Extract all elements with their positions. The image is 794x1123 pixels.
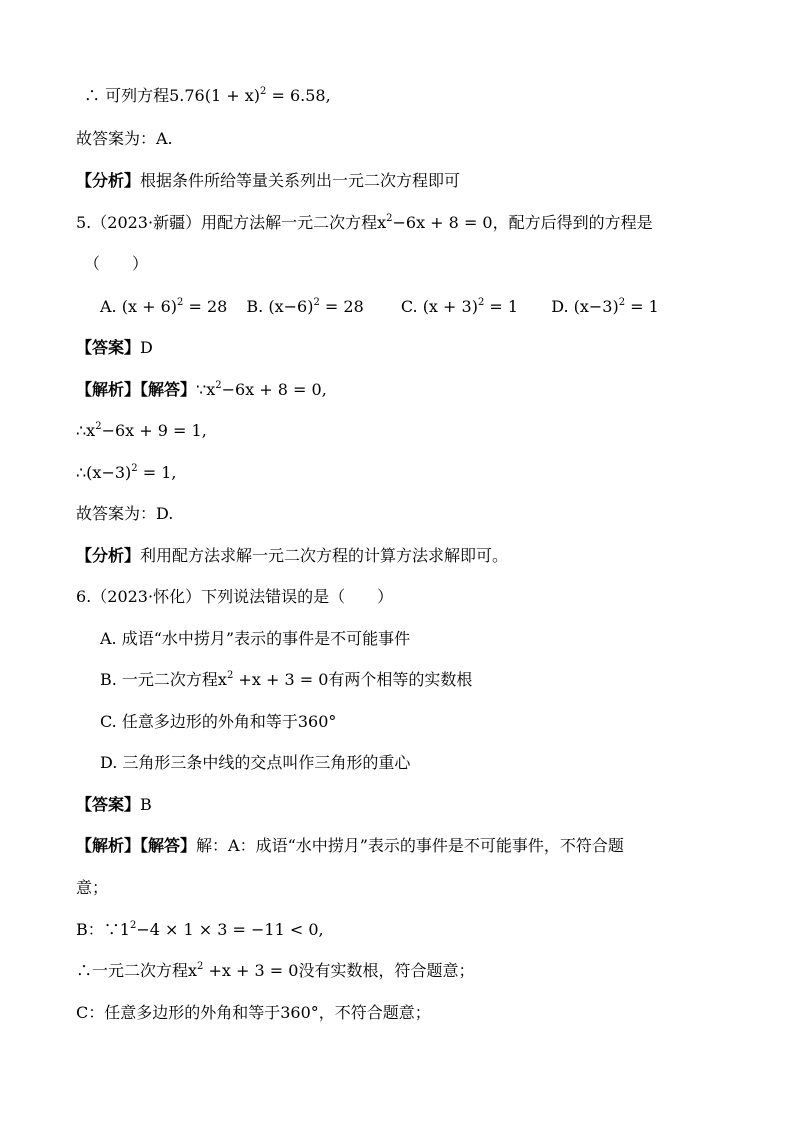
- question-6-solution-1-cont: 意；: [76, 878, 109, 897]
- question-5-tail: −6x + 8 = 0，配方后得到的方程是: [392, 213, 653, 232]
- answer-line: 故答案为：A.: [76, 129, 173, 148]
- solution-tag: 【解析】【解答】: [76, 836, 197, 855]
- answer-value: D: [140, 338, 153, 357]
- option-c-text: C. (x + 3): [400, 297, 478, 316]
- exponent: 2: [177, 297, 184, 308]
- exponent: 2: [215, 380, 222, 391]
- option-d: [551, 291, 659, 323]
- option-d-tail: = 1: [625, 297, 659, 316]
- question-6-solution-c: C：任意多边形的外角和等于360°，不符合题意；: [76, 1003, 431, 1022]
- exponent: 2: [477, 297, 485, 308]
- question-6-option-a: A. 成语“水中捞月”表示的事件是不可能事件: [100, 629, 411, 648]
- question-6-option-c: C. 任意多边形的外角和等于360°: [100, 712, 337, 731]
- question-6-solution-b: [76, 914, 324, 946]
- question-5-paren: （ ）: [84, 254, 149, 273]
- exponent: 2: [226, 670, 234, 681]
- option-b: [246, 291, 363, 323]
- option-d-text: D. (x−3): [551, 297, 619, 316]
- analysis-text: 根据条件所给等量关系列出一元二次方程即可: [140, 171, 461, 190]
- solution-tail: +x + 3 = 0没有实数根，符合题意；: [203, 961, 475, 980]
- analysis-tag: 【分析】: [76, 546, 141, 565]
- exponent: 2: [197, 961, 204, 972]
- equation-line: [84, 80, 331, 112]
- option-b-tail: +x + 3 = 0有两个相等的实数根: [233, 670, 473, 689]
- question-5-final: 故答案为：D.: [76, 504, 174, 523]
- solution-text: B：∵1: [76, 920, 130, 939]
- solution-text: ∴一元二次方程x: [76, 961, 198, 980]
- question-6-option-d: D. 三角形三条中线的交点叫作三角形的重心: [100, 753, 411, 772]
- option-a-tail: = 28: [183, 297, 228, 316]
- solution-text: ∴x: [76, 421, 96, 440]
- exponent: 2: [313, 297, 320, 308]
- solution-text: ∴(x−3): [76, 463, 132, 482]
- solution-tail: −6x + 9 = 1,: [101, 421, 207, 440]
- solution-tail: = 1,: [137, 463, 177, 482]
- exponent: 2: [259, 86, 267, 97]
- option-c: [401, 291, 518, 323]
- solution-text: 解：A：成语“水中捞月”表示的事件是不可能事件，不符合题: [196, 836, 624, 855]
- question-5-solution-2: [76, 415, 207, 447]
- question-6-option-b: [100, 664, 472, 696]
- question-5-head: [76, 207, 653, 239]
- exponent: 2: [386, 213, 393, 224]
- question-5-analysis: [76, 540, 508, 572]
- question-6-head: 6.（2023·怀化）下列说法错误的是（ ）: [76, 587, 394, 606]
- option-a: [100, 291, 227, 323]
- analysis-line: [76, 165, 460, 197]
- option-b-text: B. (x−6): [246, 297, 314, 316]
- question-5-solution-3: [76, 457, 177, 489]
- question-6-answer: [76, 789, 152, 821]
- equation-text: ∴ 可列方程5.76(1 + x): [84, 86, 260, 105]
- exponent: 2: [129, 920, 137, 931]
- answer-tag: 【答案】: [76, 795, 141, 814]
- exponent: 2: [618, 297, 626, 308]
- solution-tail: −6x + 8 = 0,: [221, 380, 327, 399]
- option-b-tail: = 28: [319, 297, 364, 316]
- solution-text: ∵x: [196, 380, 216, 399]
- exponent: 2: [95, 421, 102, 432]
- question-5-options: [100, 291, 673, 323]
- option-b-text: B. 一元二次方程x: [100, 670, 227, 689]
- answer-tag: 【答案】: [76, 338, 141, 357]
- question-5-solution-1: [76, 374, 327, 406]
- question-5-text: 5.（2023·新疆）用配方法解一元二次方程x: [76, 213, 387, 232]
- answer-value: B: [140, 795, 152, 814]
- question-6-solution-1: [76, 830, 624, 862]
- equation-tail: = 6.58,: [266, 86, 331, 105]
- option-c-tail: = 1: [484, 297, 519, 316]
- solution-tag: 【解析】【解答】: [76, 380, 197, 399]
- question-5-answer: [76, 332, 153, 364]
- option-a-text: A. (x + 6): [100, 297, 177, 316]
- exponent: 2: [131, 463, 138, 474]
- solution-tail: −4 × 1 × 3 = −11 < 0,: [136, 920, 324, 939]
- analysis-tag: 【分析】: [76, 171, 141, 190]
- question-6-solution-b2: [76, 955, 474, 987]
- analysis-text: 利用配方法求解一元二次方程的计算方法求解即可。: [140, 546, 509, 565]
